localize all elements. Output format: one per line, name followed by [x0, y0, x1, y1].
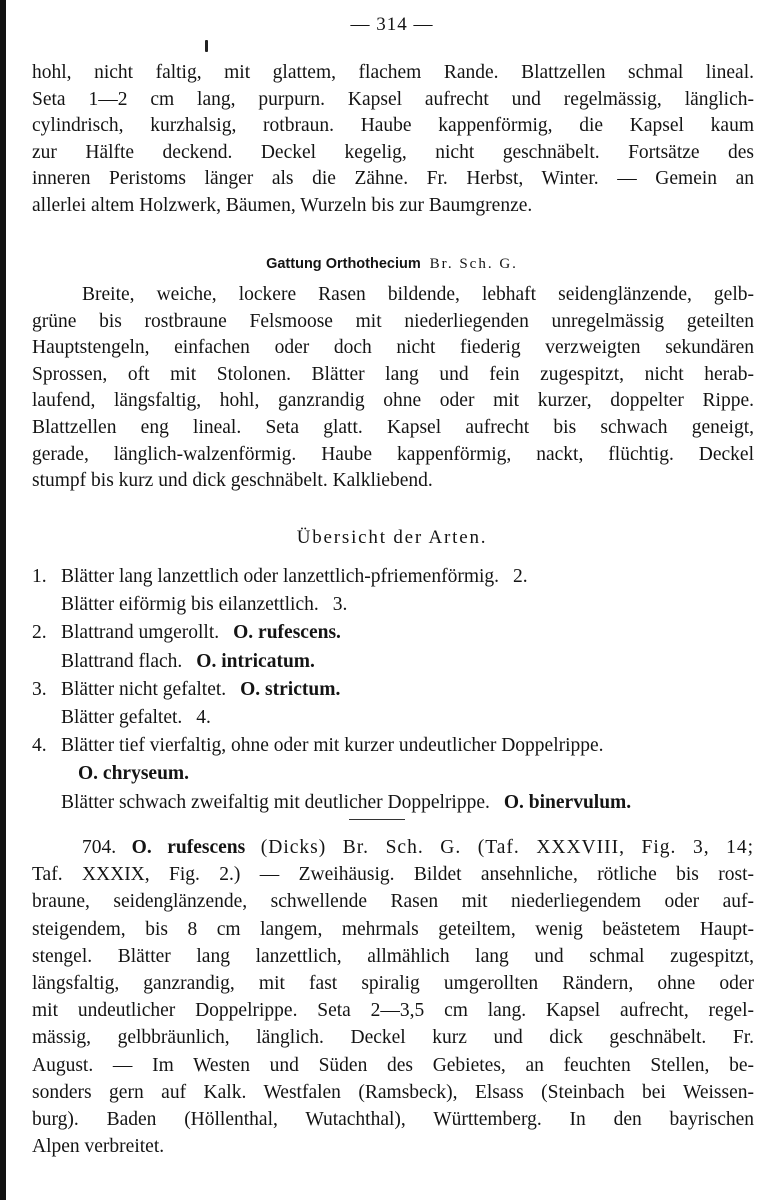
key-line [32, 648, 754, 676]
text-line: allerlei altem Holzwerk, Bäumen, Wurzeln bis zur Baumgrenze. [32, 194, 533, 216]
text-line: Hauptstengeln, einfachen oder doch nicht fiederig verzweigten sekundären [32, 337, 754, 359]
text-line: gerade, länglich-walzenförmig. Haube kappenförmig, nackt, flüchtig. Deckel [32, 443, 754, 465]
key-line [32, 676, 754, 704]
key-line [32, 619, 754, 647]
text-line: inneren Peristoms länger als die Zähne. Fr. Herbst, Winter. — Gemein an [32, 168, 754, 190]
text-line: August. — Im Westen und Süden des Gebietes, an feuchten Stellen, be- [32, 1054, 754, 1076]
key-number: 4. [32, 735, 47, 757]
text-line: stumpf bis kurz und dick geschnäbelt. Kalkliebend. [32, 470, 433, 492]
text-line: Seta 1—2 cm lang, purpurn. Kapsel aufrecht und regelmässig, länglich- [32, 88, 754, 110]
text-line: längsfaltig, ganzrandig, mit fast spiralig umgerollten Rändern, ohne oder [32, 972, 754, 994]
text-line: sonders gern auf Kalk. Westfalen (Ramsbeck), Elsass (Steinbach bei Weissen- [32, 1081, 754, 1103]
key-line [32, 563, 754, 591]
key-line [32, 760, 754, 788]
scan-speck [205, 40, 208, 52]
key-text: Blattrand umgerollt. [61, 622, 220, 644]
key-text: Blattrand flach. [61, 650, 183, 672]
text-line: stengel. Blätter lang lanzettlich, allmählich lang und schmal zugespitzt, [32, 945, 754, 967]
key-number: 1. [32, 566, 47, 587]
genus-description [32, 282, 754, 495]
species-entry [32, 834, 754, 1160]
genus-authority: Br. Sch. G. [429, 256, 518, 272]
key-number: 3. [32, 678, 47, 700]
species-key [32, 563, 754, 817]
key-ref: 2. [513, 566, 528, 587]
text-line: braune, seidenglänzende, schwellende Rasen mit niederliegendem oder auf- [32, 891, 754, 913]
text-line: Taf. XXXIX, Fig. 2.) — Zweihäusig. Bildet ansehnliche, rötliche bis rost- [32, 864, 754, 886]
key-line [32, 732, 754, 760]
key-text: Blätter lang lanzettlich oder lanzettlich-pfriemenförmig. [61, 566, 500, 587]
text-line: hohl, nicht faltig, mit glattem, flachem Rande. Blattzellen schmal lineal. [32, 62, 754, 83]
overview-title: Übersicht der Arten. [296, 527, 488, 548]
key-line [32, 704, 754, 732]
species-name: O. intricatum. [196, 650, 315, 672]
text-line: mit undeutlicher Doppelrippe. Seta 2—3,5 cm lang. Kapsel aufrecht, regel- [32, 1000, 754, 1022]
species-name: O. rufescens [131, 837, 246, 858]
species-name: O. rufescens. [233, 622, 341, 644]
text-line: steigendem, bis 8 cm langem, mehrmals geteiltem, wenig beästetem Haupt- [32, 918, 754, 940]
key-text: Blätter gefaltet. [61, 706, 183, 728]
genus-heading [0, 252, 784, 274]
key-ref: 4. [196, 706, 211, 728]
key-text: Blätter tief vierfaltig, ohne oder mit kurzer undeutlicher Doppelrippe. [61, 735, 604, 757]
key-text: Blätter schwach zweifaltig mit deutlicher Doppelrippe. [61, 791, 490, 813]
page-number: — 314 — [350, 14, 434, 35]
text-line: burg). Baden (Höllenthal, Wutachthal), Württemberg. In den bayrischen [32, 1108, 754, 1130]
text-line: Alpen verbreitet. [32, 1136, 165, 1158]
species-name: O. chryseum. [78, 763, 190, 785]
entry-number: 704. [82, 837, 117, 858]
text-line [32, 834, 754, 861]
key-text: Blätter nicht gefaltet. [61, 678, 227, 700]
text-line: grüne bis rostbraune Felsmoose mit niederliegenden unregelmässig geteilten [32, 310, 754, 332]
text-line: Breite, weiche, lockere Rasen bildende, lebhaft seidenglänzende, gelb- [82, 284, 754, 305]
genus-title: Gattung Orthothecium [266, 256, 421, 272]
text-line: Blattzellen eng lineal. Seta glatt. Kapsel aufrecht bis schwach geneigt, [32, 416, 754, 438]
key-number: 2. [32, 622, 47, 644]
entry-authority: (Dicks) Br. Sch. G. (Taf. XXXVIII, Fig. 3, 14; [260, 837, 755, 858]
text-line: zur Hälfte deckend. Deckel kegelig, nicht geschnäbelt. Fortsätze des [32, 141, 754, 163]
text-line: cylindrisch, kurzhalsig, rotbraun. Haube kappenförmig, die Kapsel kaum [32, 115, 754, 137]
key-ref: 3. [332, 594, 348, 616]
species-name: O. binervulum. [503, 791, 632, 813]
text-line: mässig, gelbbräunlich, länglich. Deckel kurz und dick geschnäbelt. Fr. [32, 1027, 754, 1049]
text-line: laufend, längsfaltig, hohl, ganzrandig ohne oder mit kurzer, doppelter Rippe. [32, 390, 754, 412]
species-name: O. strictum. [240, 678, 341, 700]
key-line [32, 789, 754, 817]
key-text: Blätter eiförmig bis eilanzettlich. [61, 594, 319, 616]
section-divider [349, 819, 405, 820]
key-line [32, 591, 754, 619]
text-line: Sprossen, oft mit Stolonen. Blätter lang und fein zugespitzt, nicht herab- [32, 363, 754, 385]
scan-edge [0, 0, 6, 1200]
intro-paragraph [32, 60, 754, 220]
